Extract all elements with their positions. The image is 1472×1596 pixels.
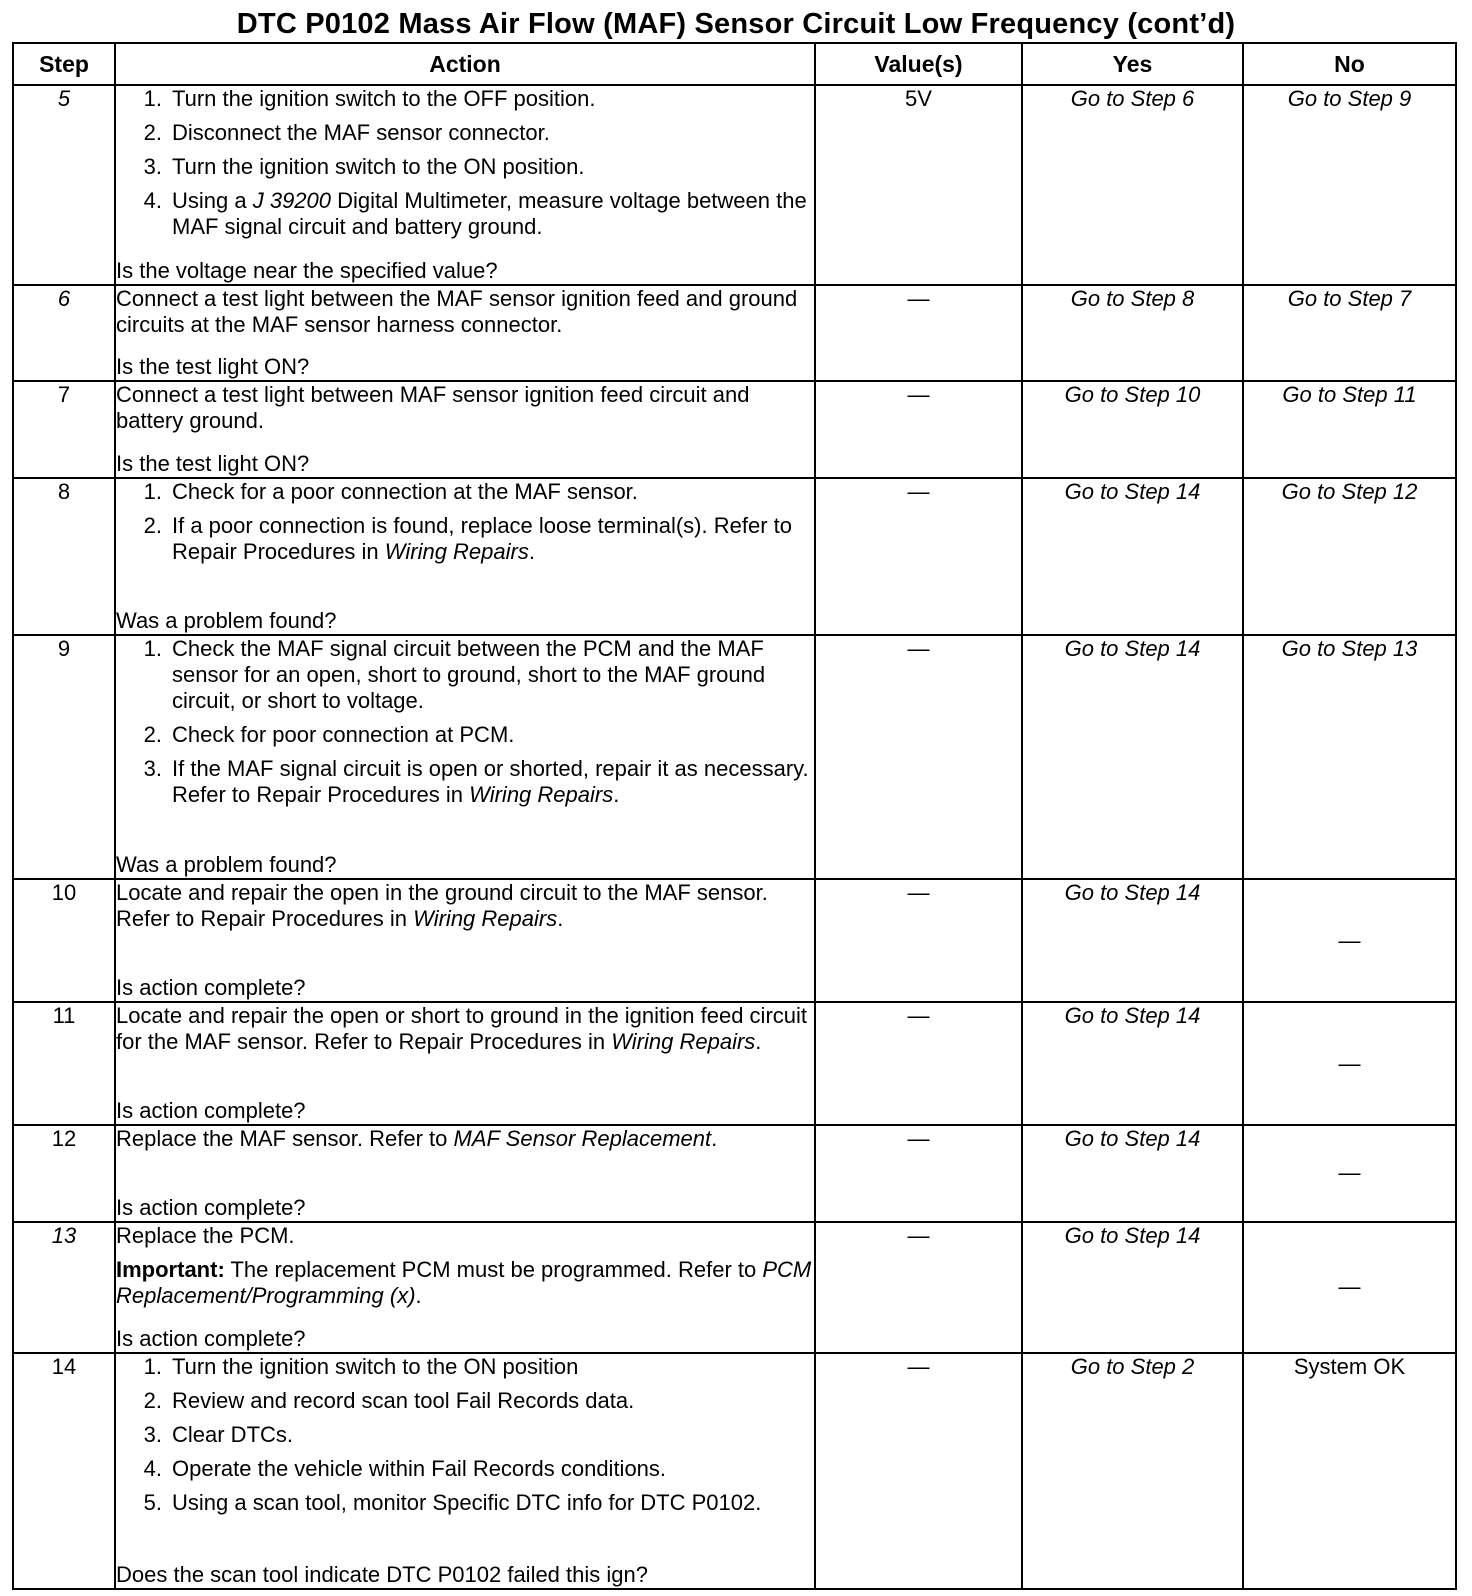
question-text: Does the scan tool indicate DTC P0102 failed this ign?: [116, 1562, 648, 1587]
yes-cell: Go to Step 6: [1022, 85, 1243, 285]
no-cell: Go to Step 7: [1243, 285, 1456, 381]
no-cell: Go to Step 11: [1243, 381, 1456, 477]
value-cell: —: [815, 1125, 1022, 1221]
action-text: Connect a test light between the MAF sensor ignition feed and ground circuits at the MAF sensor harness connector.: [116, 286, 798, 338]
table-row-step-12: [13, 1125, 1456, 1221]
table-row-step-11: [13, 1002, 1456, 1125]
value-cell: 5V: [815, 85, 1022, 285]
list-item: 5. Using a scan tool, monitor Specific DTC info for DTC P0102.: [143, 1489, 762, 1515]
action-text: Connect a test light between MAF sensor ignition feed circuit and battery ground.: [116, 382, 750, 434]
page-title: DTC P0102 Mass Air Flow (MAF) Sensor Circuit Low Frequency (cont’d): [236, 8, 1236, 40]
action-cell: [115, 85, 815, 285]
question-text: Is action complete?: [116, 1325, 306, 1351]
yes-cell: Go to Step 14: [1022, 1222, 1243, 1353]
step-number: 5: [13, 85, 115, 285]
action-cell: [115, 1222, 815, 1353]
step-number: 11: [13, 1002, 115, 1125]
diagnostic-table: [12, 42, 1457, 1590]
action-text: Locate and repair the open in the ground circuit to the MAF sensor. Refer to Repair Procedures in Wiring Repairs.: [116, 880, 768, 931]
table-row-step-7: [13, 381, 1456, 477]
manual-reference: MAF Sensor Replacement: [453, 1126, 712, 1152]
question-text: Is action complete?: [116, 1098, 306, 1124]
action-cell: [115, 1353, 815, 1589]
list-item: 2. Disconnect the MAF sensor connector.: [143, 120, 550, 145]
header-action: Action: [115, 43, 815, 85]
action-cell: [115, 879, 815, 1002]
yes-cell: Go to Step 8: [1022, 285, 1243, 381]
no-cell: Go to Step 13: [1243, 635, 1456, 879]
no-cell: Go to Step 9: [1243, 85, 1456, 285]
step-number: 13: [13, 1222, 115, 1353]
value-cell: —: [815, 285, 1022, 381]
yes-cell: Go to Step 10: [1022, 381, 1243, 477]
no-cell: —: [1243, 879, 1456, 1002]
yes-cell: Go to Step 2: [1022, 1353, 1243, 1589]
list-item: 2. Review and record scan tool Fail Records data.: [143, 1387, 635, 1413]
table-row-step-6: [13, 285, 1456, 381]
action-cell: [115, 1125, 815, 1221]
list-item: 1. Check the MAF signal circuit between the PCM and the MAF sensor for an open, short to ground, short to the MAF ground circuit, or short to voltage.: [143, 635, 766, 713]
value-cell: —: [815, 1353, 1022, 1589]
step-number: 6: [13, 285, 115, 381]
list-item: 3. If the MAF signal circuit is open or shorted, repair it as necessary. Refer to Repair Procedures in Wiring Repairs.: [143, 755, 809, 807]
yes-cell: Go to Step 14: [1022, 1125, 1243, 1221]
step-number: 14: [13, 1353, 115, 1589]
action-cell: [115, 635, 815, 879]
manual-reference: Wiring Repairs: [611, 1029, 756, 1055]
header-yes: Yes: [1022, 43, 1243, 85]
action-text: Locate and repair the open or short to ground in the ignition feed circuit for the MAF sensor. Refer to Repair Procedures in Wiring Repairs.: [116, 1003, 808, 1055]
table-row-step-5: [13, 85, 1456, 285]
manual-reference: Wiring Repairs: [413, 906, 558, 931]
value-cell: —: [815, 635, 1022, 879]
value-cell: —: [815, 1222, 1022, 1353]
table-row-step-13: [13, 1222, 1456, 1353]
important-note: Important: The replacement PCM must be programmed. Refer to PCM Replacement/Programming (x).: [116, 1256, 812, 1308]
list-item: 3. Clear DTCs.: [143, 1421, 294, 1447]
value-cell: —: [815, 1002, 1022, 1125]
step-number: 9: [13, 635, 115, 879]
no-cell: Go to Step 12: [1243, 478, 1456, 635]
table-row-step-14: [13, 1353, 1456, 1589]
list-item: 4. Operate the vehicle within Fail Records conditions.: [143, 1455, 667, 1481]
substep-list: [116, 636, 814, 816]
no-cell: System OK: [1243, 1353, 1456, 1589]
value-cell: —: [815, 381, 1022, 477]
no-cell: —: [1243, 1002, 1456, 1125]
value-cell: —: [815, 879, 1022, 1002]
action-cell: [115, 1002, 815, 1125]
step-number: 8: [13, 478, 115, 635]
action-text: Replace the MAF sensor. Refer to MAF Sensor Replacement.: [116, 1126, 718, 1152]
no-cell: —: [1243, 1222, 1456, 1353]
header-value: Value(s): [815, 43, 1022, 85]
substep-list: [116, 1354, 814, 1524]
tool-reference: J 39200: [252, 188, 332, 213]
table-row-step-10: [13, 879, 1456, 1002]
manual-reference: Wiring Repairs: [469, 781, 614, 807]
manual-reference: PCM Replacement/Programming (x): [116, 1256, 812, 1308]
list-item: 1. Check for a poor connection at the MAF sensor.: [143, 478, 638, 504]
substep-list: [116, 86, 814, 248]
step-number: 7: [13, 381, 115, 477]
step-number: 10: [13, 879, 115, 1002]
question-text: Is action complete?: [116, 975, 306, 1001]
yes-cell: Go to Step 14: [1022, 478, 1243, 635]
list-item: 1. Turn the ignition switch to the ON position: [143, 1353, 579, 1379]
list-item: 4. Using a J 39200 Digital Multimeter, measure voltage between the MAF signal circuit and battery ground.: [143, 188, 807, 239]
header-no: No: [1243, 43, 1456, 85]
header-step: Step: [13, 43, 115, 85]
action-cell: [115, 381, 815, 477]
header-row: [13, 43, 1456, 85]
list-item: 2. Check for poor connection at PCM.: [143, 721, 515, 747]
action-text: Replace the PCM.: [116, 1222, 295, 1248]
question-text: Is the test light ON?: [116, 354, 310, 380]
question-text: Was a problem found?: [116, 852, 337, 877]
important-label: Important:: [116, 1256, 225, 1282]
question-text: Is the voltage near the specified value?: [116, 258, 498, 284]
yes-cell: Go to Step 14: [1022, 635, 1243, 879]
list-item: 3. Turn the ignition switch to the ON position.: [143, 154, 585, 179]
step-number: 12: [13, 1125, 115, 1221]
action-cell: [115, 478, 815, 635]
manual-reference: Wiring Repairs: [384, 538, 529, 564]
action-cell: [115, 285, 815, 381]
no-cell: —: [1243, 1125, 1456, 1221]
question-text: Was a problem found?: [116, 607, 337, 633]
value-cell: —: [815, 478, 1022, 635]
substep-list: [116, 479, 814, 573]
yes-cell: Go to Step 14: [1022, 879, 1243, 1002]
question-text: Is the test light ON?: [116, 450, 310, 476]
table-row-step-8: [13, 478, 1456, 635]
list-item: 1. Turn the ignition switch to the OFF position.: [143, 86, 596, 111]
yes-cell: Go to Step 14: [1022, 1002, 1243, 1125]
table-row-step-9: [13, 635, 1456, 879]
list-item: 2. If a poor connection is found, replace loose terminal(s). Refer to Repair Procedures in Wiring Repairs.: [143, 512, 792, 564]
question-text: Is action complete?: [116, 1194, 306, 1220]
